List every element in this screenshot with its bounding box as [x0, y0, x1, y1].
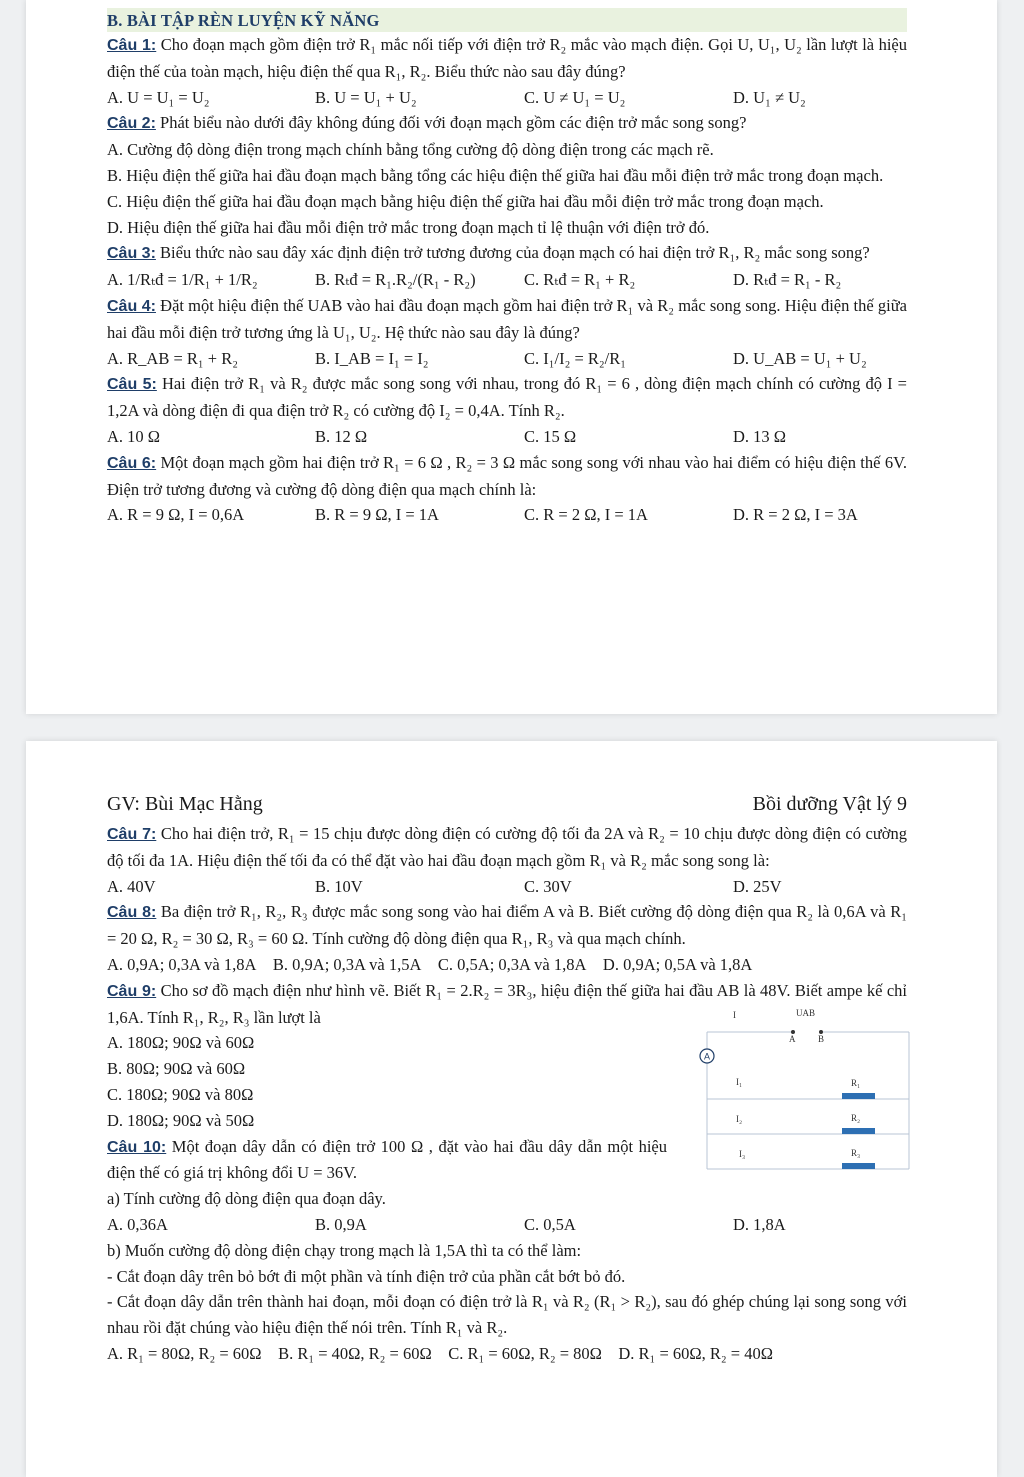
question-label: Câu 7: [107, 826, 157, 843]
question-1 [107, 32, 907, 85]
option-d[interactable]: D. 13 Ω [733, 426, 787, 446]
bullet-1: - Cắt đoạn dây trên bỏ bớt đi một phần và tính điện trở của phần cắt bớt bỏ đó. [107, 1266, 626, 1286]
header-teacher: GV: Bùi Mạc Hằng [107, 793, 263, 815]
label-i: I [733, 1010, 736, 1021]
option-c[interactable]: C. 0,5A; 0,3A và 1,8A [437, 954, 587, 974]
question-text: Hai điện trở R₁ và R₂ được mắc song song với nhau, trong đó R₁ = 6 , dòng điện mạch chính có cường độ I = 1,2A và dòng điện đi qua điện trở R₂ có cường độ I₂ = 0,4A. Tính R₂. [107, 374, 907, 421]
answer-options [107, 267, 907, 293]
option-a[interactable]: A. 10 Ω [107, 426, 161, 446]
option-c[interactable]: C. 30V [524, 876, 572, 896]
label-i2: I₂ [736, 1114, 743, 1125]
option-d[interactable]: D. R = 2 Ω, I = 3A [733, 505, 858, 525]
label-r2: R₂ [851, 1113, 861, 1124]
option-c[interactable]: C. I₁/I₂ = R₂/R₁ [524, 348, 626, 368]
option-c[interactable]: C. R₁ = 60Ω, R₂ = 80Ω [448, 1343, 602, 1363]
question-label: Câu 1: [107, 37, 157, 54]
option-d[interactable]: D. R₁ = 60Ω, R₂ = 40Ω [618, 1343, 773, 1363]
question-label: Câu 2: [107, 115, 156, 133]
question-label: Câu 3: [107, 245, 156, 263]
label-i3: I₃ [739, 1149, 746, 1160]
option-b[interactable]: B. 12 Ω [315, 426, 368, 446]
option-b[interactable]: B. 10V [315, 876, 363, 896]
page-2-content [107, 787, 907, 1367]
label-b: B [818, 1034, 825, 1045]
question-6 [107, 450, 907, 503]
option-c[interactable]: C. R = 2 Ω, I = 1A [524, 505, 648, 525]
option-a[interactable]: A. 1/Rₜđ = 1/R₁ + 1/R₂ [107, 270, 258, 290]
option-d[interactable]: D. U_AB = U₁ + U₂ [733, 348, 867, 368]
answer-options [107, 502, 907, 528]
question-7 [107, 821, 907, 874]
option-d[interactable]: D. U₁ ≠ U₂ [733, 87, 806, 107]
part-a-prompt: a) Tính cường độ dòng điện qua đoạn dây. [107, 1189, 386, 1209]
question-3 [107, 240, 907, 267]
option-b[interactable]: B. 0,9A [315, 1214, 367, 1234]
question-label: Câu 8: [107, 904, 157, 922]
question-label: Câu 10: [107, 1138, 167, 1156]
option-b[interactable]: B. Rₜđ = R₁.R₂/(R₁ - R₂) [315, 270, 476, 290]
option-b[interactable]: B. U = U₁ + U₂ [315, 87, 417, 107]
answer-options [107, 874, 907, 900]
section-title: B. BÀI TẬP RÈN LUYỆN KỸ NĂNG [107, 8, 907, 32]
resistor-r1 [842, 1093, 875, 1099]
resistor-r3 [842, 1163, 875, 1169]
answer-options [107, 424, 907, 450]
answer-options [107, 1212, 907, 1238]
option-b[interactable]: B. 80Ω; 90Ω và 60Ω [107, 1059, 246, 1079]
option-c[interactable]: C. 15 Ω [524, 426, 577, 446]
option-a[interactable]: A. R_AB = R₁ + R₂ [107, 348, 238, 368]
label-uab: UAB [796, 1008, 816, 1019]
answer-options [107, 1341, 907, 1367]
option-d[interactable]: D. 25V [733, 876, 782, 896]
question-label: Câu 4: [107, 297, 156, 315]
header-subject: Bồi dưỡng Vật lý 9 [752, 793, 907, 815]
label-r3: R₃ [851, 1148, 861, 1159]
terminal-b [819, 1030, 823, 1034]
question-text: Một đoạn mạch gồm hai điện trở R₁ = 6 Ω , R₂ = 3 Ω mắc song song với nhau vào hai điểm có hiệu điện thế 6V. Điện trở tương đương và cường độ dòng điện qua mạch chính là: [107, 452, 907, 499]
option-b[interactable]: B. R = 9 Ω, I = 1A [315, 505, 439, 525]
option-d[interactable]: D. 0,9A; 0,5A và 1,8A [602, 954, 753, 974]
option-c[interactable]: C. 180Ω; 90Ω và 80Ω [107, 1084, 254, 1104]
option-b[interactable]: B. 0,9A; 0,3A và 1,5A [272, 954, 422, 974]
option-a[interactable]: A. U = U₁ = U₂ [107, 87, 210, 107]
option-c[interactable]: C. Hiệu điện thế giữa hai đầu đoạn mạch bằng hiệu điện thế giữa hai đầu mỗi điện trở mắc trong đoạn mạch. [107, 191, 824, 211]
option-d[interactable]: D. Hiệu điện thế giữa hai đầu mỗi điện trở mắc trong đoạn mạch tỉ lệ thuận với điện trở đó. [107, 217, 710, 237]
question-text: Cho hai điện trở, R₁ = 15 chịu được dòng điện có cường độ tối đa 2A và R₂ = 10 chịu được dòng điện có cường độ tối đa 1A. Hiệu điện thế tối đa có thể đặt vào hai đầu đoạn mạch gồm R₁ và R₂ mắc song song là: [107, 824, 907, 870]
label-r1: R₁ [851, 1078, 861, 1089]
option-a[interactable]: A. Cường độ dòng điện trong mạch chính bằng tổng cường độ dòng điện trong các mạch rẽ. [107, 140, 714, 160]
option-a[interactable]: A. 180Ω; 90Ω và 60Ω [107, 1033, 255, 1053]
page-1-content [107, 8, 907, 528]
label-i1: I₁ [736, 1077, 743, 1088]
question-text: Phát biểu nào dưới đây không đúng đối với đoạn mạch gồm các điện trở mắc song song? [155, 113, 747, 133]
page-2 [26, 741, 997, 1477]
option-a[interactable]: A. 40V [107, 876, 156, 896]
question-2 [107, 110, 907, 137]
question-5 [107, 371, 907, 424]
part-b-prompt: b) Muốn cường độ dòng điện chạy trong mạch là 1,5A thì ta có thể làm: [107, 1240, 582, 1260]
option-b[interactable]: B. Hiệu điện thế giữa hai đầu đoạn mạch bằng tổng các hiệu điện thế giữa hai đầu mỗi điện trở mắc trong đoạn mạch. [107, 165, 884, 185]
answer-options [107, 952, 907, 978]
question-text: Cho sơ đồ mạch điện như hình vẽ. Biết R₁ = 2.R₂ = 3R₃, hiệu điện thế giữa hai đầu AB là 48V. Biết ampe kế chỉ 1,6A. Tính R₁, R₂, R₃ lần lượt là [107, 980, 907, 1027]
option-c[interactable]: C. U ≠ U₁ = U₂ [524, 87, 626, 107]
option-a[interactable]: A. 0,36A [107, 1214, 168, 1234]
question-text: Đặt một hiệu điện thế UAB vào hai đầu đoạn mạch gồm hai điện trở R₁ và R₂ mắc song song. Hiệu điện thế giữa hai đầu mỗi điện trở tương ứng là U₁, U₂. Hệ thức nào sau đây là đúng? [107, 295, 907, 342]
page-header [107, 787, 907, 821]
question-text: Một đoạn dây dẫn có điện trở 100 Ω , đặt vào hai đầu dây dẫn một hiệu điện thế có giá trị không đổi U = 36V. [107, 1136, 668, 1183]
ammeter-label: A [704, 1051, 711, 1062]
option-a[interactable]: A. 0,9A; 0,3A và 1,8A [107, 954, 257, 974]
question-label: Câu 5: [107, 376, 157, 394]
answer-options [107, 85, 907, 111]
question-8 [107, 899, 907, 952]
option-b[interactable]: B. I_AB = I₁ = I₂ [315, 348, 429, 368]
option-c[interactable]: C. 0,5A [524, 1214, 576, 1234]
option-d[interactable]: D. 1,8A [733, 1214, 786, 1234]
option-b[interactable]: B. R₁ = 40Ω, R₂ = 60Ω [278, 1343, 432, 1363]
question-text: Biểu thức nào sau đây xác định điện trở tương đương của đoạn mạch có hai điện trở R₁, R₂ mắc song song? [155, 243, 870, 263]
option-d[interactable]: D. Rₜđ = R₁ - R₂ [733, 270, 842, 290]
bullet-2: - Cắt đoạn dây dẫn trên thành hai đoạn, mỗi đoạn có điện trở là R₁ và R₂ (R₁ > R₂), sau đó ghép chúng lại song song với nhau rồi đặt chúng vào hiệu điện thế nói trên. Tính R₁ và R₂. [107, 1292, 907, 1338]
resistor-r2 [842, 1128, 875, 1134]
option-a[interactable]: A. R₁ = 80Ω, R₂ = 60Ω [107, 1343, 262, 1363]
option-c[interactable]: C. Rₜđ = R₁ + R₂ [524, 270, 636, 290]
circuit-diagram [699, 1004, 914, 1179]
question-label: Câu 9: [107, 982, 157, 1000]
question-10 [107, 1134, 667, 1187]
label-a: A [789, 1034, 796, 1045]
option-a[interactable]: A. R = 9 Ω, I = 0,6A [107, 505, 245, 525]
question-label: Câu 6: [107, 454, 157, 472]
question-4 [107, 293, 907, 346]
question-9-body [107, 1008, 907, 1212]
page-1 [26, 0, 997, 714]
option-d[interactable]: D. 180Ω; 90Ω và 50Ω [107, 1110, 255, 1130]
terminal-a [791, 1030, 795, 1034]
question-text: Ba điện trở R₁, R₂, R₃ được mắc song song vào hai điểm A và B. Biết cường độ dòng điện qua R₂ là 0,6A và R₁ = 20 Ω, R₂ = 30 Ω, R₃ = 60 Ω. Tính cường độ dòng điện qua R₁, R₃ và qua mạch chính. [107, 902, 907, 949]
question-text: Cho đoạn mạch gồm điện trở R₁ mắc nối tiếp với điện trở R₂ mắc vào mạch điện. Gọi U, U₁, U₂ lần lượt là hiệu điện thế của toàn mạch, hiệu điện thế qua R₁, R₂. Biểu thức nào sau đây đúng? [107, 35, 907, 81]
answer-options [107, 346, 907, 372]
